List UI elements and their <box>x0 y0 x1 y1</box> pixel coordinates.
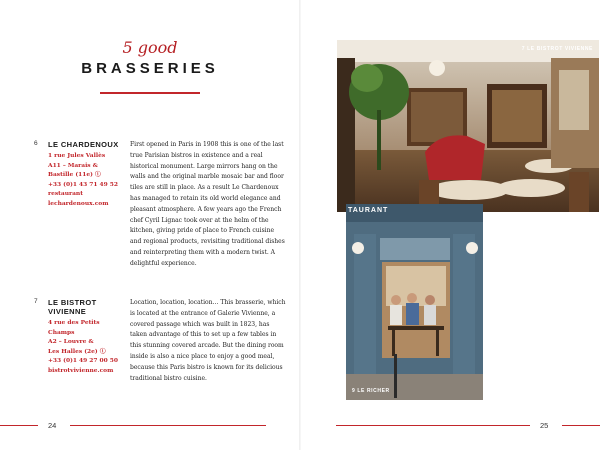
folio-rule-left-long <box>70 425 266 426</box>
entry-address[interactable]: 4 rue des Petits Champs A2 – Louvre & Les Halles (2e) ⓘ +33 (0)1 49 27 00 50 bistrotvivienne.com <box>48 319 118 374</box>
entry-address[interactable]: 1 rue Jules Vallès A11 – Marais & Bastille (11e) ⓘ +33 (0)1 43 71 49 52 restaurant lechardenoux.com <box>48 152 118 207</box>
right-page <box>300 0 600 450</box>
entry-name: LE BISTROT VIVIENNE <box>48 298 97 316</box>
entry-description: Location, location, location… This brasserie, which is located at the entrance of Galerie Vivienne, a covered passage which was built in 1823, has taken advantage of this to set up a few tables in this stunning covered arcade. But the dining room inside is also a nice place to enjoy a good meal, because this Paris bistro is known for its delicious traditional bistro cuisine. <box>130 299 286 382</box>
folio-rule-left <box>0 425 38 426</box>
storefront-sign: TAURANT <box>348 207 389 214</box>
page-number-right: 25 <box>540 421 549 430</box>
folio-rule-right-long <box>336 425 530 426</box>
entry-name: LE CHARDENOUX <box>48 140 119 149</box>
photo-caption-bottom: 9 LE RICHER <box>352 388 390 394</box>
photo-bistrot-vivienne <box>337 40 599 212</box>
title-underline <box>100 92 200 94</box>
photo-le-richer <box>346 204 483 400</box>
page-title: BRASSERIES <box>81 60 219 77</box>
heading-kicker: 5 good <box>122 38 178 57</box>
storefront-image <box>346 204 483 400</box>
entry-number: 6 <box>34 140 38 147</box>
entry-details <box>48 298 126 375</box>
page-number-left: 24 <box>48 421 57 430</box>
bistro-interior-image <box>337 40 599 212</box>
folio-rule-right <box>562 425 600 426</box>
entry-number: 7 <box>34 298 38 305</box>
entry-description: First opened in Paris in 1908 this is one of the last true Parisian bistros in existence and a real historical monument. Large mirrors hang on the walls and the original marble mosaic bar and floor tiles are still in place. As a result Le Chardenoux has managed to retain its old world elegance and pleasant atmosphere. A few years ago the French chef Cyril Lignac took over at the helm of the kitchen, giving pride of place to French cuisine and regional products, revisiting traditional dishes and reinterpreting them with a modern twist. A delightful experience. <box>130 141 285 267</box>
photo-caption-top: 7 LE BISTROT VIVIENNE <box>521 46 593 52</box>
entry-details <box>48 140 126 208</box>
